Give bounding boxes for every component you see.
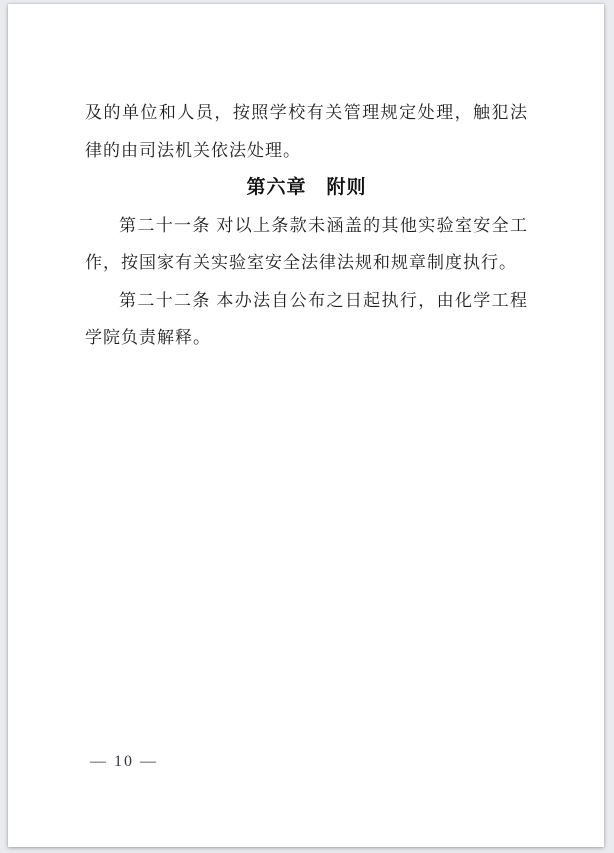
paragraph-article-21: 第二十一条 对以上条款未涵盖的其他实验室安全工作，按国家有关实验室安全法律法规和规章制度执行。: [85, 215, 528, 272]
document-body: [8, 4, 604, 357]
paragraph-article-22: 第二十二条 本办法自公布之日起执行，由化学工程学院负责解释。: [85, 290, 528, 347]
document-page: [8, 4, 604, 847]
paragraph-continuation: 及的单位和人员，按照学校有关管理规定处理，触犯法律的由司法机关依法处理。: [85, 103, 528, 160]
chapter-heading: 第六章 附则: [246, 177, 367, 198]
page-number: — 10 —: [90, 753, 158, 770]
